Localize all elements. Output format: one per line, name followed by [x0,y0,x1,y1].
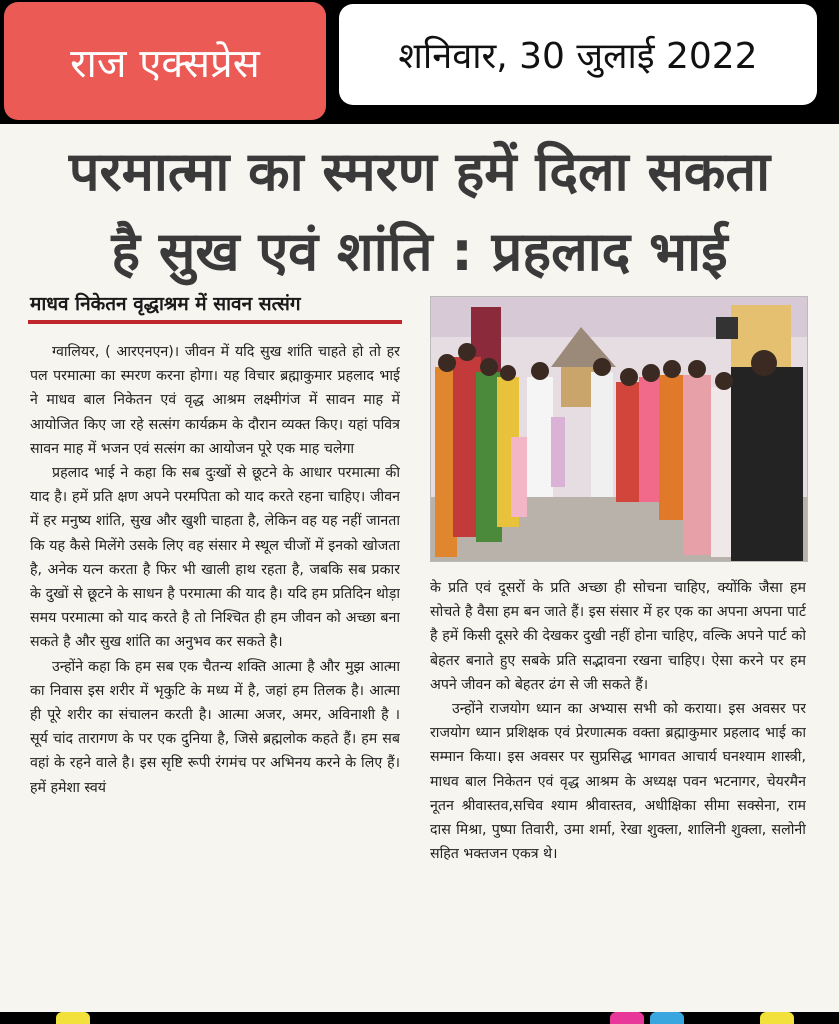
article-headline [0,132,839,292]
group-photo-illustration [431,297,807,561]
paragraph-remembrance: प्रहलाद भाई ने कहा कि सब दुःखों से छूटने के आधार परमात्मा की याद है। हमें प्रति क्षण अपने परमपिता को याद करते रहना चाहिए। जीवन में हर मनुष्य शांति, सुख और खुशी चाहता है, लेकिन वह यह नहीं जानता कि यह कैसे मिलेंगे उसके लिए वह संसार मे स्थूल चीजों में इनको खोजता है, अनेक यत्न करता है फिर भी खाली हाथ रहता है, जबकि सब प्रकार के दुखों से छूटने के साधन है परमात्मा की याद है। यदि हम प्रतिदिन थोड़ा समय परमात्मा को याद करते है तो निश्चित ही हम जीवन को अच्छा बना सकते है और सुख शांति का अनुभव कर सकते है। [30,465,400,651]
newspaper-name-badge: राज एक्सप्रेस [4,2,326,120]
cyan-marker-shape [650,1012,684,1024]
article-column-right [430,576,806,1010]
publication-date-badge: शनिवार, 30 जुलाई 2022 [339,4,817,105]
paragraph-continuation: के प्रति एवं दूसरों के प्रति अच्छा ही सोचना चाहिए, क्योंकि जैसा हम सोचते है वैसा हम बन जाते हैं। इस संसार में हर एक का अपना अपना पार्ट है हमें किसी दूसरे की देखकर दुखी नहीं होना चाहिए, वल्कि अपने पार्ट को बेहतर बनाते हुए सबके प्रति सद्भावना रखना चाहिए। ऐसा करने पर हम अपने जीवन को बेहतर ढंग से जी सकते हैं। [430,580,806,693]
newspaper-clipping [0,124,839,1012]
magenta-marker-shape [610,1012,644,1024]
article-column-left [30,340,400,1010]
article-subheading: माधव निकेतन वृद्धाश्रम में सावन सत्संग [30,293,301,315]
masthead [0,0,839,124]
headline-line-1: परमात्मा का स्मरण हमें दिला सकता [68,140,771,203]
event-photo [430,296,808,562]
paragraph-soul: उन्होंने कहा कि हम सब एक चैतन्य शक्ति आत्मा है और मुझ आत्मा का निवास इस शरीर में भृकुटि के मध्य में है, जहां हम तिलक है। आत्मा ही पूरे शरीर का संचालन करती है। आत्मा अजर, अमर, अविनाशी है । सूर्य चांद तारागण के पर एक दुनिया है, जिसे ब्रह्मलोक कहते हैं। हम सब वहां के रहने वाले है। इस सृष्टि रूपी रंगमंच पर अभिनय करने के लिए हैं। हमें हमेशा स्वयं [30,658,400,796]
subheading-rule [28,320,402,324]
paragraph-intro: ग्वालियर, ( आरएनएन)। जीवन में यदि सुख शांति चाहते हो तो हर पल परमात्मा का स्मरण करना होगा। यह विचार ब्रह्माकुमार प्रहलाद भाई ने माधव बाल निकेतन एवं वृद्ध आश्रम लक्ष्मीगंज में सावन माह में आयोजित किए जा रहे सत्संग कार्यक्रम के दौरान व्यक्त किए। यहां पवित्र सावन माह में भजन एवं सत्संग का आयोजन पूरे एक माह चलेगा [30,344,400,457]
paragraph-rajyoga: उन्होंने राजयोग ध्यान का अभ्यास सभी को कराया। इस अवसर पर राजयोग ध्यान प्रशिक्षक एवं प्रेरणात्मक वक्ता ब्रह्माकुमार प्रहलाद भाई का सम्मान किया। इस अवसर पर सुप्रसिद्ध भागवत आचार्य घनश्याम शास्त्री, माधव बाल निकेतन एवं वृद्ध आश्रम के अध्यक्ष पवन भटनागर, चेयरमैन नूतन श्रीवास्तव,सचिव श्याम श्रीवास्तव, अधीक्षिका सीमा सक्सेना, राम दास मिश्रा, पुष्पा तिवारी, उमा शर्मा, रेखा शुक्ला, शालिनी शुक्ला, सलोनी सहित भक्तजन एकत्र थे। [430,701,806,863]
bottom-edge [0,1012,839,1024]
yellow-marker-shape-right [760,1012,794,1024]
yellow-marker-shape [56,1012,90,1024]
headline-line-2: है सुख एवं शांति : प्रहलाद भाई [111,220,728,283]
